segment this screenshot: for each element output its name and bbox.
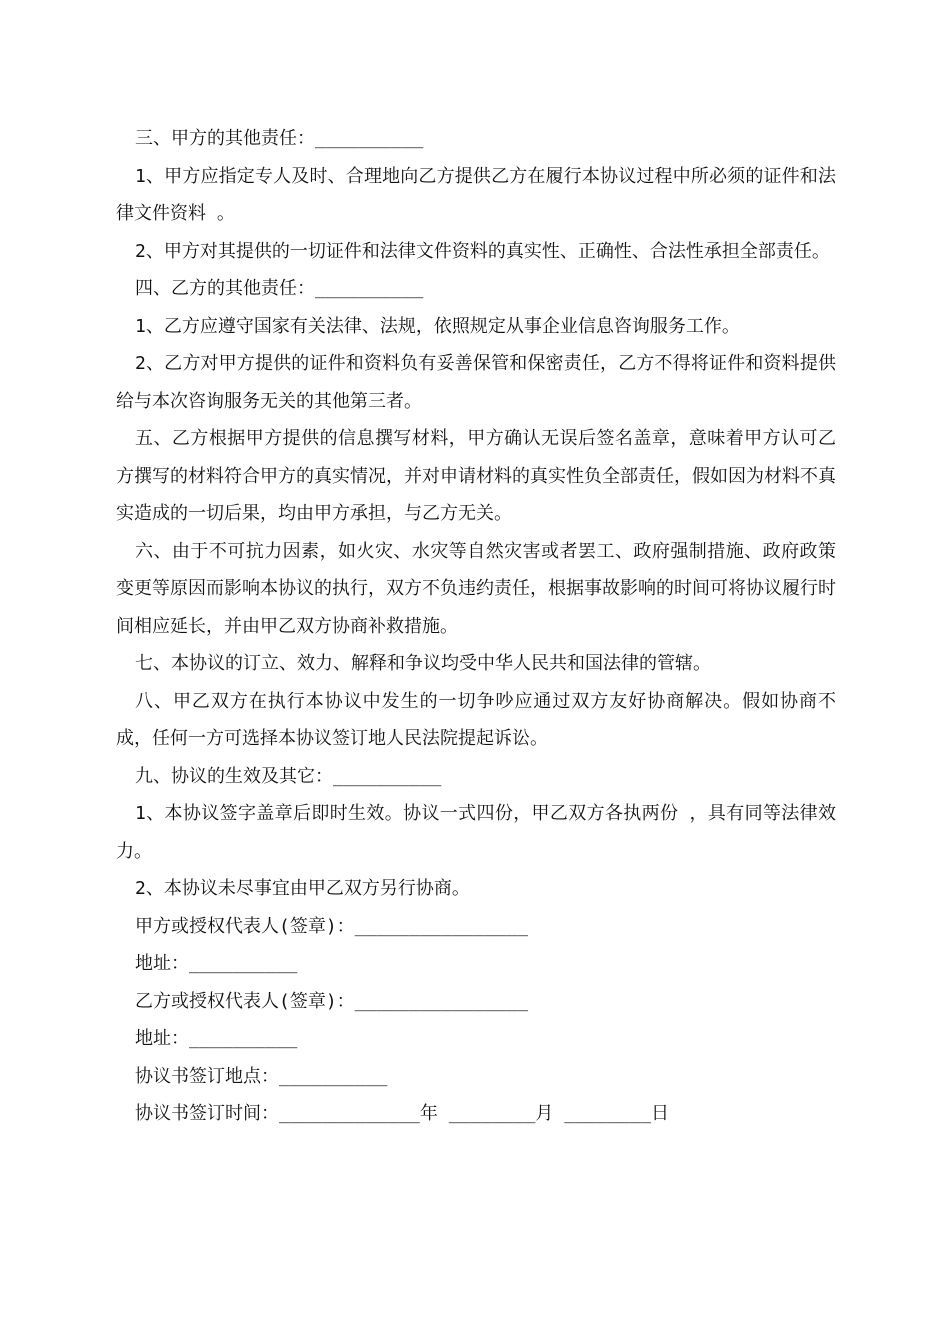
section-9-clause-2: 2、本协议未尽事宜由甲乙双方另行协商。 bbox=[135, 878, 470, 899]
section-3-clause-2: 2、甲方对其提供的一切证件和法律文件资料的真实性、正确性、合法性承担全部责任。 bbox=[135, 240, 830, 262]
signing-date-line: 协议书签订时间：_____________年 ________月 ________日 bbox=[135, 1103, 669, 1124]
party-a-address-line: 地址：__________ bbox=[135, 953, 298, 974]
party-a-signature-line: 甲方或授权代表人(签章)：________________ bbox=[135, 915, 529, 937]
section-7-paragraph: 七、本协议的订立、效力、解释和争议均受中华人民共和国法律的管辖。 bbox=[135, 653, 711, 674]
party-b-signature-line: 乙方或授权代表人(签章)：________________ bbox=[135, 990, 529, 1012]
section-4-clause-1: 1、乙方应遵守国家有关法律、法规，依照规定从事企业信息咨询服务工作。 bbox=[135, 315, 740, 337]
section-9-heading: 九、协议的生效及其它：__________ bbox=[135, 765, 442, 787]
section-8-paragraph: 八、甲乙双方在执行本协议中发生的一切争吵应通过双方友好协商解决。假如协商不成，任何一方可选择本协议签订地人民法院提起诉讼。 bbox=[116, 690, 836, 749]
section-3-heading: 三、甲方的其他责任：__________ bbox=[135, 128, 424, 149]
section-3-clause-1: 1、甲方应指定专人及时、合理地向乙方提供乙方在履行本协议过程中所必须的证件和法律文件资料 。 bbox=[116, 165, 836, 224]
section-5-paragraph: 五、乙方根据甲方提供的信息撰写材料，甲方确认无误后签名盖章，意味着甲方认可乙方撰写的材料符合甲方的真实情况，并对申请材料的真实性负全部责任，假如因为材料不真实造成的一切后果，均由甲方承担，与乙方无关。 bbox=[116, 428, 836, 524]
section-4-heading: 四、乙方的其他责任：__________ bbox=[135, 278, 424, 299]
document-body bbox=[116, 120, 836, 1133]
section-9-clause-1: 1、本协议签字盖章后即时生效。协议一式四份，甲乙双方各执两份 ，具有同等法律效力。 bbox=[116, 803, 836, 862]
signing-place-line: 协议书签订地点：__________ bbox=[135, 1065, 388, 1087]
section-6-paragraph: 六、由于不可抗力因素，如火灾、水灾等自然灾害或者罢工、政府强制措施、政府政策变更等原因而影响本协议的执行，双方不负违约责任，根据事故影响的时间可将协议履行时间相应延长，并由甲乙双方协商补救措施。 bbox=[116, 540, 836, 637]
party-b-address-line: 地址：__________ bbox=[135, 1028, 298, 1049]
section-4-clause-2: 2、乙方对甲方提供的证件和资料负有妥善保管和保密责任，乙方不得将证件和资料提供给与本次咨询服务无关的其他第三者。 bbox=[116, 353, 836, 412]
